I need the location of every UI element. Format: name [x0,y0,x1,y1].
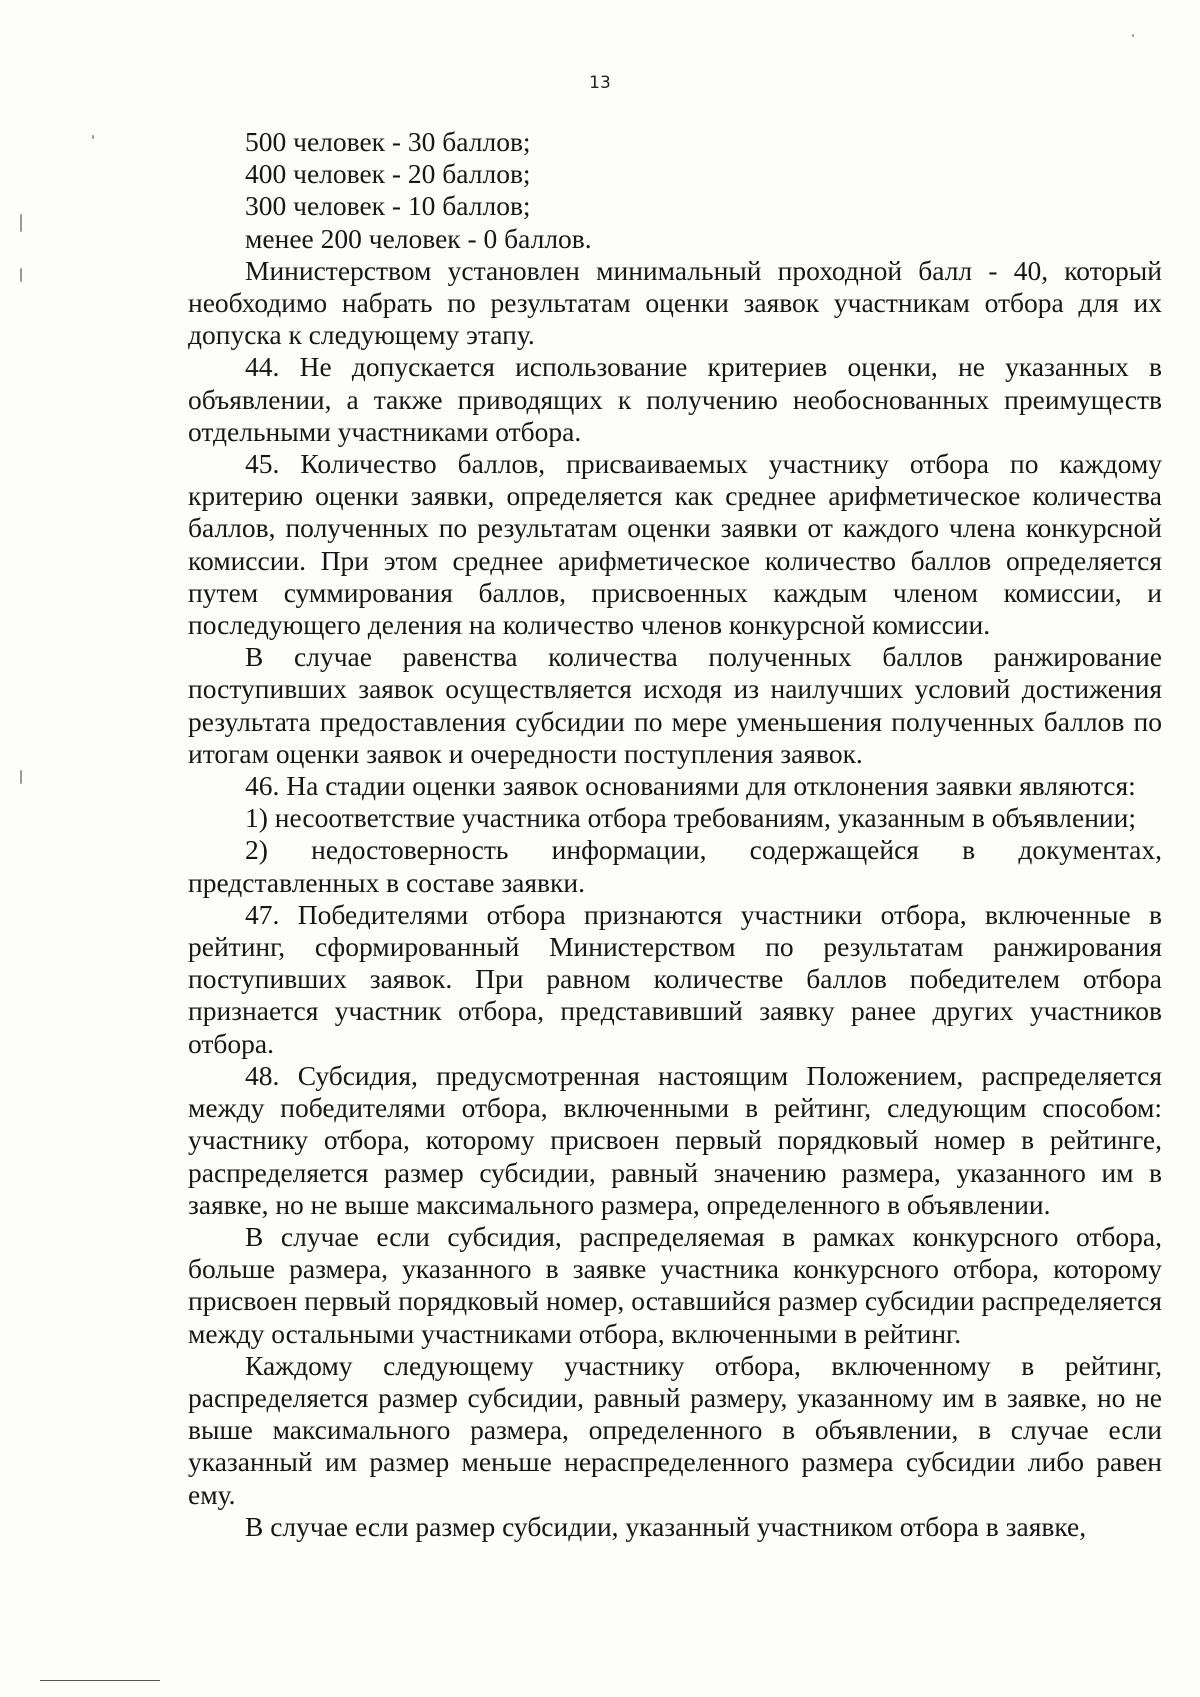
footer-rule [40,1680,160,1681]
scan-speck [92,135,94,139]
paragraph-next-participant: Каждому следующему участнику отбора, включенному в рейтинг, распределяется размер субсидии, равный размеру, указанному им в заявке, но не выше максимального размера, определенного в объявлении, в случае если указанный им размер меньше нераспределенного размера субсидии либо равен ему. [188,1349,1162,1510]
score-line: менее 200 человек - 0 баллов. [245,222,592,254]
paragraph-continued: В случае если размер субсидии, указанный участником отбора в заявке, [245,1510,1087,1542]
scan-speck [20,770,22,784]
paragraph-min-score: Министерством установлен минимальный проходной балл - 40, который необходимо набрать по результатам оценки заявок участникам отбора для их допуска к следующему этапу. [188,254,1162,351]
page-number: 13 [589,73,611,93]
paragraph-48: 48. Субсидия, предусмотренная настоящим Положением, распределяется между победителями отбора, включенными в рейтинг, следующим способом: участнику отбора, которому присвоен первый порядковый номер в рейтинге, распределяется размер субсидии, равный значению размера, указанного им в заявке, но не выше максимального размера, определенного в объявлении. [188,1059,1162,1220]
score-line: 300 человек - 10 баллов; [245,190,531,222]
scan-speck [1132,34,1134,37]
paragraph-46: 46. На стадии оценки заявок основаниями для отклонения заявки являются: [245,770,1136,802]
paragraph-remaining-subsidy: В случае если субсидия, распределяемая в рамках конкурсного отбора, больше размера, указанного в заявке участника конкурсного отбора, которому присвоен первый порядковый номер, оставшийся размер субсидии распределяется между остальными участниками отбора, включенными в рейтинг. [188,1220,1162,1349]
paragraph-44: 44. Не допускается использование критериев оценки, не указанных в объявлении, а также приводящих к получению необоснованных преимуществ отдельными участниками отбора. [188,351,1162,447]
scan-speck [20,214,22,232]
paragraph-47: 47. Победителями отбора признаются участники отбора, включенные в рейтинг, сформированный Министерством по результатам ранжирования поступивших заявок. При равном количестве баллов победителем отбора признается участник отбора, представивший заявку ранее других участников отбора. [188,898,1162,1059]
paragraph-tie-ranking: В случае равенства количества полученных баллов ранжирование поступивших заявок осуществляется исходя из наилучших условий достижения результата предоставления субсидии по мере уменьшения полученных баллов по итогам оценки заявок и очередности поступления заявок. [188,641,1162,769]
paragraph-45: 45. Количество баллов, присваиваемых участнику отбора по каждому критерию оценки заявки, определяется как среднее арифметическое количества баллов, полученных по результатам оценки заявки от каждого члена конкурсной комиссии. При этом среднее арифметическое количество баллов определяется путем суммирования баллов, присвоенных каждым членом комиссии, и последующего деления на количество членов конкурсной комиссии. [188,448,1162,641]
rejection-reason-2: 2) недостоверность информации, содержащейся в документах, представленных в составе заявки. [188,834,1162,898]
score-line: 500 человек - 30 баллов; [245,126,531,157]
rejection-reason-1: 1) несоответствие участника отбора требованиям, указанным в объявлении; [245,802,1136,834]
document-body [188,126,1162,1543]
score-line: 400 человек - 20 баллов; [245,158,531,190]
scan-speck [20,268,22,282]
